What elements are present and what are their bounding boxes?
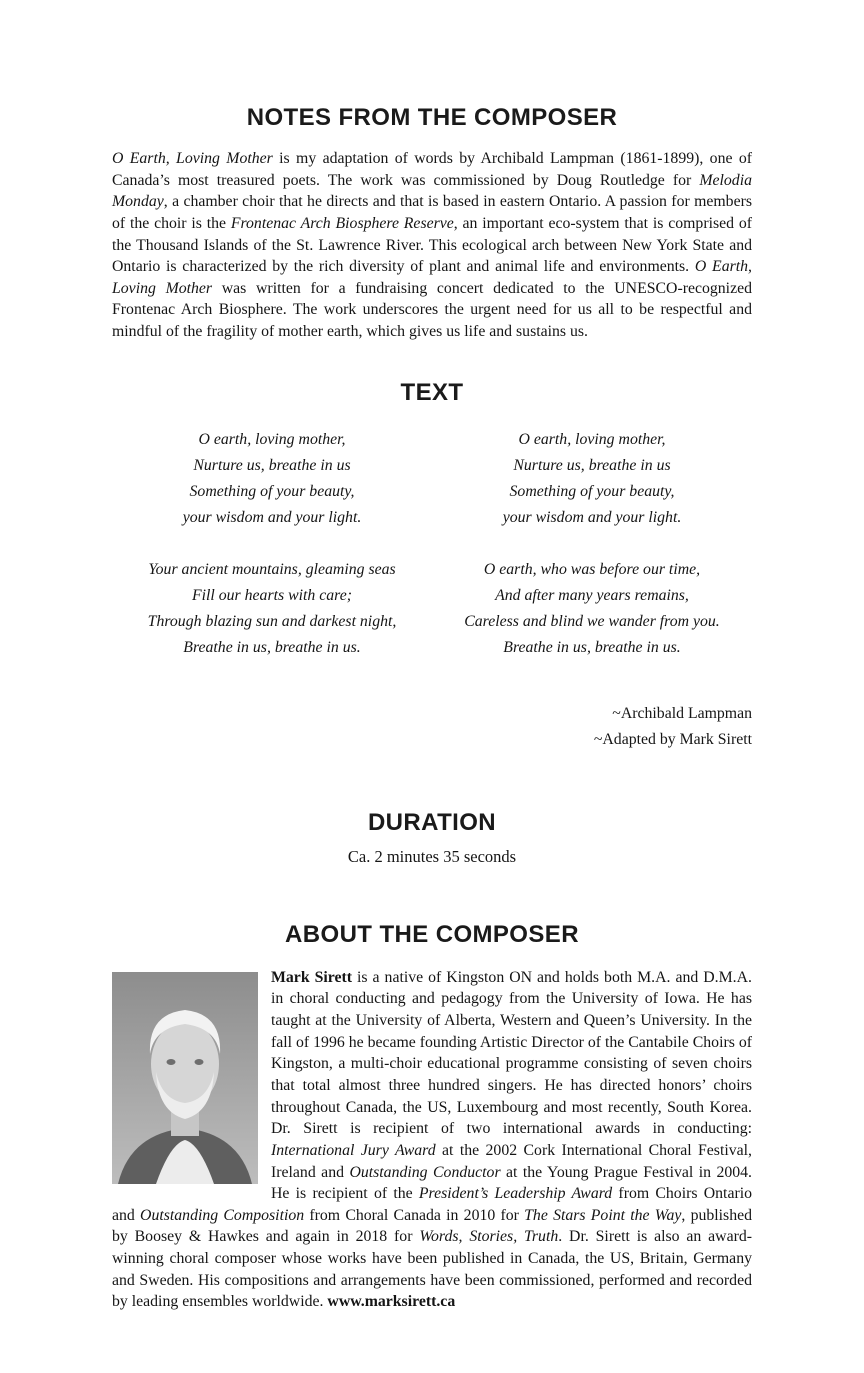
text-segment: , a chamber choir that he directs and that is based in eastern Ontario. A passion for members of the choir is the: [112, 193, 752, 232]
verse-column-left: [112, 427, 432, 687]
composer-photo: [112, 972, 258, 1184]
text-segment: at the 2002 Cork International Choral Festival, Ireland and: [271, 1141, 752, 1181]
text-segment: , published by Boosey & Hawkes and again in 2018 for: [112, 1206, 752, 1246]
verse-line: O earth, who was before our time,: [483, 560, 701, 578]
verse-line: Through blazing sun and darkest night,: [147, 612, 397, 630]
text-segment: Outstanding Composition: [140, 1206, 305, 1224]
text-segment: www.marksirett.ca: [327, 1293, 456, 1311]
text-segment: The Stars Point the Way: [524, 1206, 682, 1224]
text-segment: Outstanding Conductor: [349, 1163, 501, 1181]
verse-line: Something of your beauty,: [509, 482, 675, 500]
verse-line: Breathe in us, breathe in us.: [503, 638, 681, 656]
text-segment: , an important eco-system that is comprised of the Thousand Islands of the St. Lawrence River. This ecological arch between New York State and Ontario is characterized by the rich diversity of plant and animal life and environments.: [112, 214, 752, 276]
text-segment: is a native of Kingston ON and holds both M.A. and D.M.A. in choral conducting and pedagogy from the University of Iowa. He has taught at the University of Alberta, Western and Queen’s University. In the fall of 1996 he became founding Artistic Director of the Cantabile Choirs of Kingston, a multi-choir educational programme consisting of seven choirs that total almost three hundred singers. He has directed honors’ choirs throughout Canada, the US, Luxembourg and most recently, South Korea. Dr. Sirett is recipient of two international awards in conducting:: [271, 968, 752, 1138]
stanza: [112, 427, 432, 531]
text-segment: International Jury Award: [271, 1141, 436, 1159]
duration-value: Ca. 2 minutes 35 seconds: [347, 846, 517, 866]
stanza: [112, 557, 432, 661]
verse-line: Your ancient mountains, gleaming seas: [148, 560, 396, 578]
text-segment: Words, Stories, Truth: [419, 1228, 559, 1246]
text-segment: from Choral Canada in 2010 for: [304, 1206, 525, 1224]
verse-line: Careless and blind we wander from you.: [464, 612, 720, 630]
notes-heading: NOTES FROM THE COMPOSER: [246, 104, 618, 131]
text-segment: President’s Leadership Award: [418, 1185, 613, 1203]
text-segment: Melodia Monday: [112, 171, 752, 211]
verse-line: Breathe in us, breathe in us.: [183, 638, 361, 656]
verse-line: Fill our hearts with care;: [191, 586, 352, 604]
verse-line: Nurture us, breathe in us: [193, 456, 351, 474]
attribution-author: ~Archibald Lampman: [612, 704, 752, 722]
verse-line: your wisdom and your light.: [502, 508, 682, 526]
verse-column-right: [432, 427, 752, 687]
stanza: [432, 557, 752, 661]
text-segment: O Earth, Loving Mother: [112, 150, 273, 167]
text-segment: is my adaptation of words by Archibald Lampman (1861-1899), one of Canada’s most treasured poets. The work was commissioned by Doug Routledge for: [112, 150, 753, 189]
verse-columns: [112, 427, 752, 687]
verse-line: And after many years remains,: [495, 586, 689, 604]
text-segment: was written for a fundraising concert dedicated to the UNESCO-recognized Frontenac Arch Biosphere. The work underscores the urgent need for us all to be respectful and mindful of the fragility of mother earth, which gives us life and sustains us.: [112, 279, 752, 341]
verse-line: your wisdom and your light.: [182, 508, 362, 526]
duration-heading: DURATION: [367, 808, 497, 836]
about-heading: ABOUT THE COMPOSER: [285, 920, 579, 948]
text-heading: TEXT: [400, 378, 464, 406]
about-section: [112, 967, 752, 1313]
text-segment: O Earth, Loving Mother: [112, 258, 752, 297]
notes-paragraph: [112, 148, 752, 343]
verse-line: Nurture us, breathe in us: [513, 456, 671, 474]
text-segment: Frontenac Arch Biosphere Reserve: [230, 214, 454, 232]
composer-portrait-graphic: [112, 972, 258, 1184]
text-segment: from Choirs Ontario and: [112, 1185, 753, 1224]
text-segment: . Dr. Sirett is also an award-winning choral composer whose works have been published in Canada, the US, Britain, Germany and Sweden. His compositions and arrangements have been commissioned, performed and recorded by leading ensembles worldwide.: [112, 1228, 752, 1311]
text-segment: at the Young Prague Festival in 2004. He is recipient of the: [271, 1163, 752, 1203]
text-segment: Mark Sirett: [271, 968, 353, 986]
attribution-adapter: ~Adapted by Mark Sirett: [593, 730, 752, 748]
verse-line: O earth, loving mother,: [518, 430, 666, 448]
verse-line: O earth, loving mother,: [198, 430, 346, 448]
verse-line: Something of your beauty,: [189, 482, 355, 500]
attribution: [112, 701, 752, 753]
stanza: [432, 427, 752, 531]
